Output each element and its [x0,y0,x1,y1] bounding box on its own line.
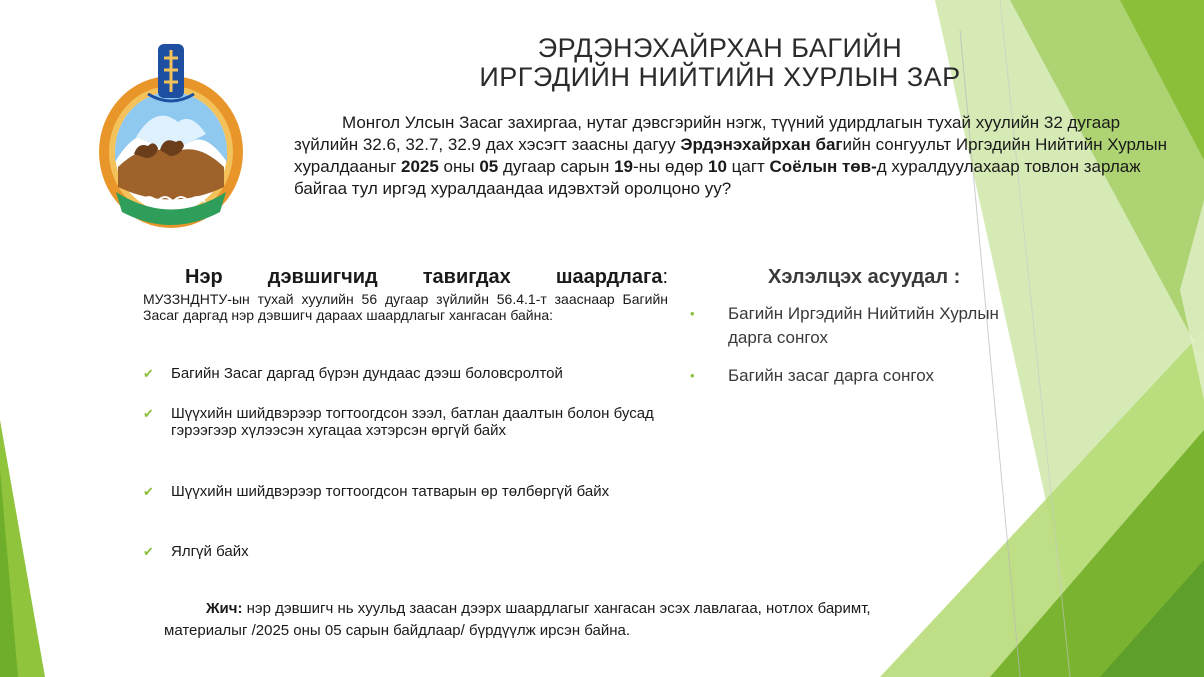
list-item: • Багийн Иргэдийн Нийтийн Хурлын дарга сонгох [690,304,999,347]
note-label: Жич: [206,600,243,617]
bullet-icon: • [690,368,695,383]
intro-text-3: оны [438,157,480,176]
footnote [164,598,1024,642]
intro-hour: 10 [707,157,727,176]
note-text-1: нэр дэвшигч нь хуульд заасан дээрх шаардлагыг хангасан эсэх лавлагаа, нотлох баримт, [242,600,871,617]
intro-text-2: ийн сонгуульт Иргэдийн Нийтийн Хурлын хуралдааныг [294,135,1167,176]
bag-emblem-logo [96,42,246,238]
intro-bag-name: Эрдэнэхайрхан баг [680,135,843,154]
agenda-section [690,265,1050,385]
checkmark-icon: ✔ [143,484,154,499]
title-line-1: ЭРДЭНЭХАЙРХАН БАГИЙН [537,33,903,63]
checkmark-icon: ✔ [143,366,154,381]
announcement-paragraph [294,112,1170,200]
intro-day: 19 [614,157,633,176]
list-item: ✔ Ялгүй байх [143,543,249,560]
list-item: • Багийн засаг дарга сонгох [690,364,1030,388]
list-item: ✔ Шүүхийн шийдвэрээр тогтоогдсон зээл, батлан даалтын болон бусад гэрээгээр хүлээсэн хугацаа хэтэрсэн өргүй байх [143,405,654,439]
title-line-2: ИРГЭДИЙН НИЙТИЙН ХУРЛЫН ЗАР [479,62,961,92]
intro-text-4: дугаар сарын [498,157,615,176]
intro-place: Соёлын төв- [769,157,877,176]
intro-text-6: цагт [726,157,770,176]
intro-text-7: д хуралдуулахаар товлон зарлаж байгаа тул иргэд хуралдаандаа идэвхтэй оролцоно уу? [294,157,1141,198]
requirements-heading: Нэр дэвшигчид тавигдах шаардлага: [185,266,668,288]
intro-text-1: Монгол Улсын Засаг захиргаа, нутаг дэвсгэрийн нэгж, түүний удирдлагын тухай хуулийн 32 дугаар зүйлийн 32.6, 32.7, 32.9 дах хэсэгт заасны дагуу [294,113,1121,154]
agenda-heading: Хэлэлцэх асуудал : [768,266,961,288]
requirements-intro: МУЗЗНДНТУ-ын тухай хуулийн 56 дугаар зүйлийн 56.4.1-т зааснаар Багийн Засаг даргад нэр дэвшигч дараах шаардлагыг хангасан байна: [143,291,668,323]
checkmark-icon: ✔ [143,406,154,421]
intro-text-5: -ны өдөр [632,157,708,176]
checkmark-icon: ✔ [143,544,154,559]
list-item: ✔ Багийн Засаг даргад бүрэн дундаас дээш боловсролтой [143,365,563,382]
bullet-icon: • [690,306,695,321]
intro-month: 05 [479,157,499,176]
requirements-section [143,265,668,560]
intro-year: 2025 [401,157,439,176]
page-title [440,34,1000,92]
note-text-2: материалыг /2025 оны 05 сарын байдлаар/ бүрдүүлж ирсэн байна. [164,622,631,639]
list-item: ✔ Шүүхийн шийдвэрээр тогтоогдсон татварын өр төлбөргүй байх [143,483,610,500]
